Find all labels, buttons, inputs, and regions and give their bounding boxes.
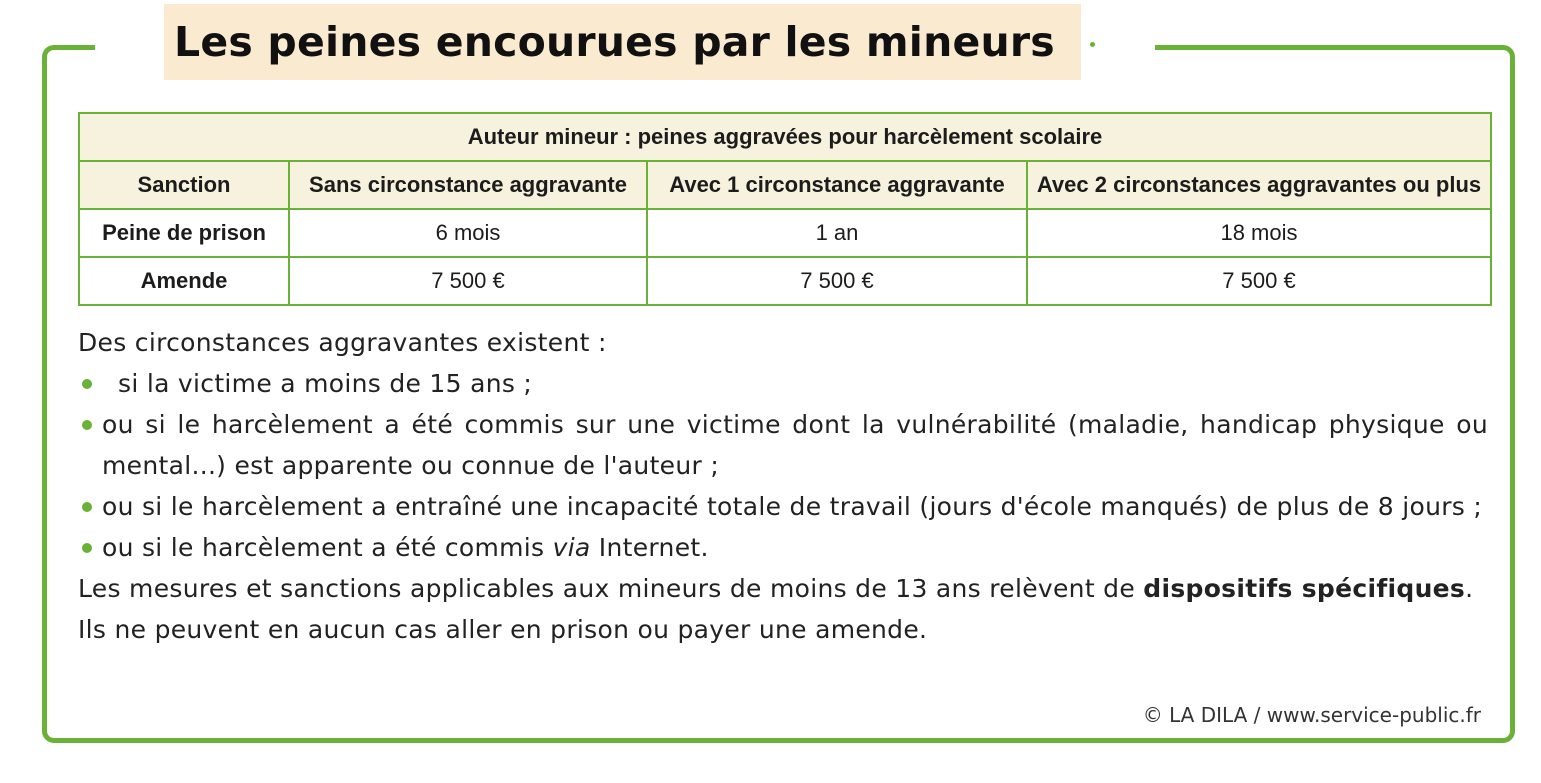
title-dot: [1090, 42, 1095, 47]
intro-text: Des circonstances aggravantes existent :: [78, 328, 607, 357]
table-row: [79, 209, 1491, 257]
explanation-text: [78, 322, 1488, 650]
table-cell: 18 mois: [1027, 209, 1491, 257]
table-cell: 7 500 €: [289, 257, 647, 305]
circumstance-text: ou si le harcèlement a été commis: [102, 533, 553, 562]
row-label: Amende: [79, 257, 289, 305]
circumstances-list: [78, 363, 1488, 568]
sanctions-table: [78, 112, 1492, 306]
table-cell: 6 mois: [289, 209, 647, 257]
circumstance-text: ou si le harcèlement a été commis sur une victime dont la vulnérabilité (maladie, handicap physique ou mental...) est apparente ou connue de l'auteur ;: [102, 410, 1488, 480]
circumstance-text: ou si le harcèlement a entraîné une incapacité totale de travail (jours d'école manqués) de plus de 8 jours ;: [102, 492, 1483, 521]
bullet-icon: [82, 420, 92, 430]
source-credit: © LA DILA / www.service-public.fr: [1142, 703, 1481, 727]
list-item: [78, 486, 1488, 527]
list-item: [78, 363, 1488, 404]
table-cell: 7 500 €: [1027, 257, 1491, 305]
title-banner: [164, 4, 1081, 80]
table-header: Avec 2 circonstances aggravantes ou plus: [1027, 161, 1491, 209]
list-item: [78, 527, 1488, 568]
list-item: [78, 404, 1488, 486]
circumstance-italic: via: [552, 533, 591, 562]
closing-text: . Ils ne peuvent en aucun cas aller en prison ou payer une amende.: [78, 574, 1474, 644]
circumstance-text: Internet.: [590, 533, 709, 562]
table-caption: Auteur mineur : peines aggravées pour harcèlement scolaire: [79, 113, 1491, 161]
closing-paragraph: [78, 568, 1488, 650]
bullet-icon: [82, 379, 92, 389]
row-label: Peine de prison: [79, 209, 289, 257]
closing-text: Les mesures et sanctions applicables aux mineurs de moins de 13 ans relèvent de: [78, 574, 1144, 603]
closing-bold: dispositifs spécifiques: [1143, 574, 1466, 603]
table-header: Sanction: [79, 161, 289, 209]
bullet-icon: [82, 502, 92, 512]
bullet-icon: [82, 543, 92, 553]
page-title: Les peines encourues par les mineurs: [174, 18, 1055, 66]
table-cell: 1 an: [647, 209, 1027, 257]
circumstance-text: si la victime a moins de 15 ans ;: [118, 369, 533, 398]
table-cell: 7 500 €: [647, 257, 1027, 305]
table-row: [79, 257, 1491, 305]
table-header: Sans circonstance aggravante: [289, 161, 647, 209]
table-header: Avec 1 circonstance aggravante: [647, 161, 1027, 209]
